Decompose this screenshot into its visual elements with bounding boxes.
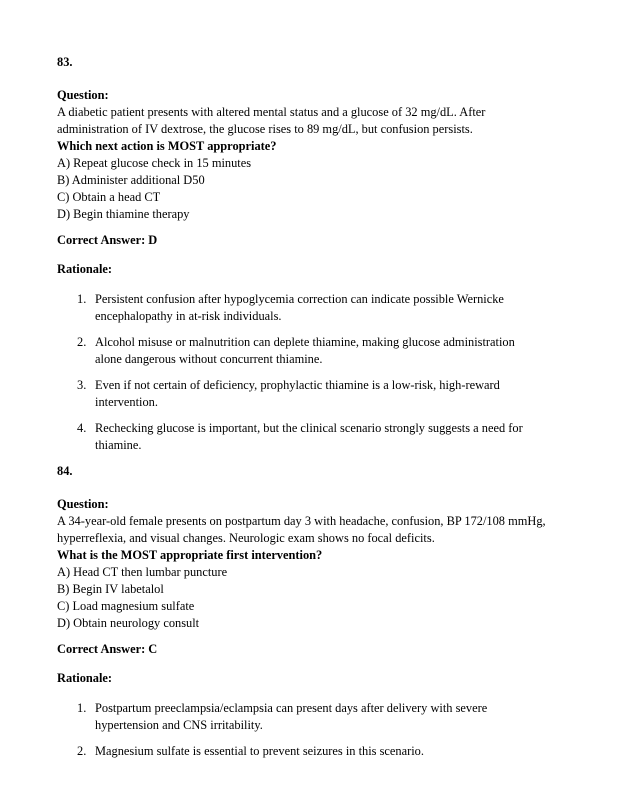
question-label: Question: (57, 496, 109, 511)
option-a: A) Repeat glucose check in 15 minutes (57, 156, 252, 170)
rationale-label: Rationale: (57, 671, 113, 686)
correct-answer: Correct Answer: D (57, 233, 158, 247)
rationale-item (57, 743, 543, 760)
rationale-item-text: Magnesium sulfate is essential to prevent seizures in this scenario. (95, 743, 424, 758)
rationale-list (57, 700, 557, 760)
document-page (57, 54, 557, 769)
correct-answer: Correct Answer: C (57, 641, 158, 656)
rationale-item-text: Persistent confusion after hypoglycemia correction can indicate possible Wernicke encephalopathy in at-risk individuals. (95, 291, 504, 323)
answer-options (57, 564, 557, 632)
option-a: A) Head CT then lumbar puncture (57, 564, 228, 579)
question-prompt: What is the MOST appropriate first intervention? (57, 547, 323, 562)
rationale-label: Rationale: (57, 262, 113, 277)
question-stem: A diabetic patient presents with altered mental status and a glucose of 32 mg/dL. After administration of IV dextrose, the glucose rises to 89 mg/dL, but confusion persists. (57, 105, 486, 136)
question-number: 84. (57, 463, 73, 478)
rationale-item (57, 700, 543, 734)
option-c: C) Load magnesium sulfate (57, 598, 195, 613)
question-label: Question: (57, 88, 109, 102)
rationale-item-text: Even if not certain of deficiency, prophylactic thiamine is a low-risk, high-reward intervention. (95, 377, 500, 409)
option-b: B) Begin IV labetalol (57, 581, 164, 596)
rationale-item-number: 1. (77, 291, 87, 306)
rationale-item-text: Postpartum preeclampsia/eclampsia can present days after delivery with severe hypertension and CNS irritability. (95, 700, 488, 732)
rationale-item-number: 2. (77, 334, 87, 349)
rationale-item (57, 420, 543, 454)
rationale-item-number: 3. (77, 377, 87, 392)
answer-options (57, 155, 557, 223)
question-block-84 (57, 463, 557, 760)
rationale-item (57, 377, 543, 411)
rationale-list (57, 291, 557, 454)
rationale-item-text: Alcohol misuse or malnutrition can deplete thiamine, making glucose administration alone dangerous without concurrent thiamine. (95, 334, 515, 366)
rationale-item-number: 1. (77, 700, 87, 715)
option-b: B) Administer additional D50 (57, 173, 205, 187)
option-d: D) Begin thiamine therapy (57, 207, 190, 221)
rationale-item-number: 2. (77, 743, 87, 758)
rationale-item-text: Rechecking glucose is important, but the clinical scenario strongly suggests a need for thiamine. (95, 420, 523, 452)
question-stem: A 34-year-old female presents on postpartum day 3 with headache, confusion, BP 172/108 mmHg, hyperreflexia, and visual changes. Neurologic exam shows no focal deficits. (57, 513, 546, 545)
question-number: 83. (57, 55, 73, 69)
option-c: C) Obtain a head CT (57, 190, 161, 204)
question-prompt: Which next action is MOST appropriate? (57, 139, 277, 153)
rationale-item (57, 291, 543, 325)
rationale-item (57, 334, 543, 368)
option-d: D) Obtain neurology consult (57, 615, 200, 630)
rationale-item-number: 4. (77, 420, 87, 435)
question-block-83 (57, 54, 557, 454)
